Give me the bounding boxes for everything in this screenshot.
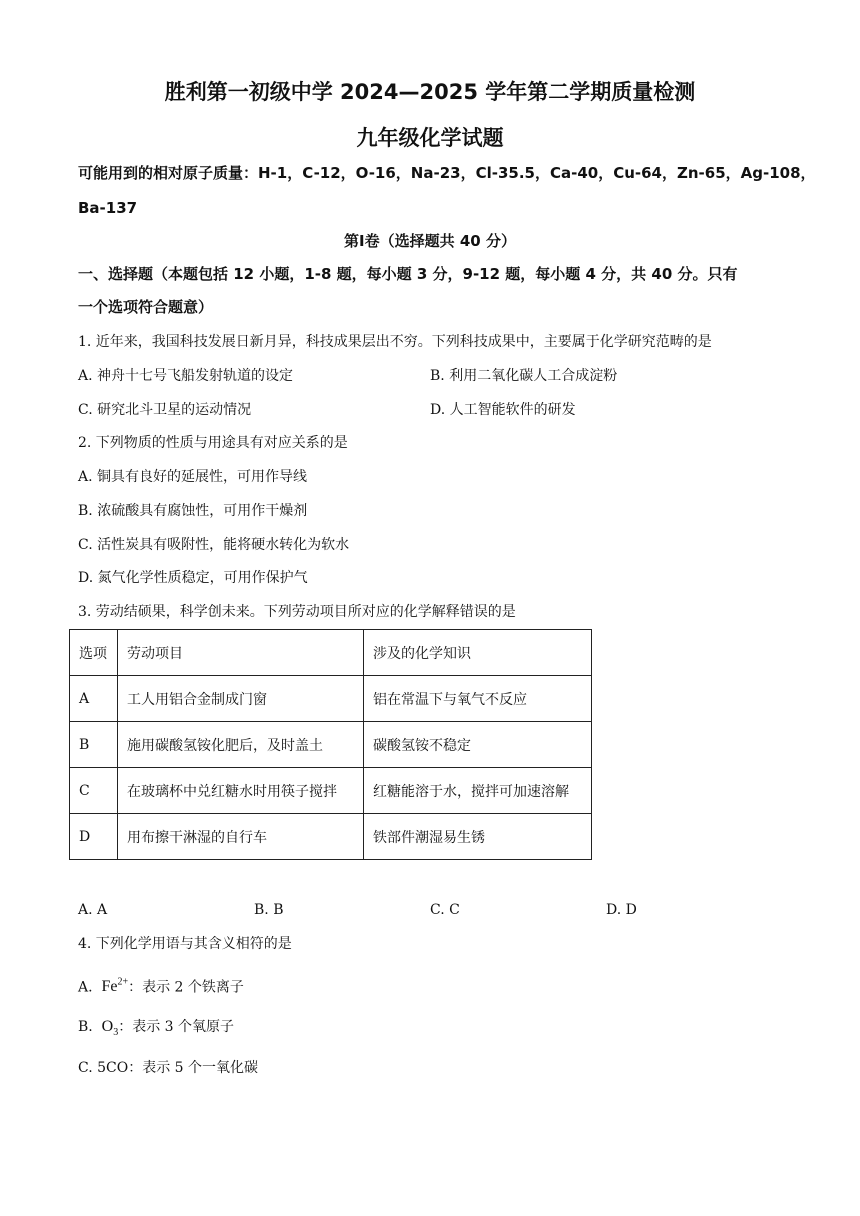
ion-formula <box>101 978 128 995</box>
question-1-option-d[interactable]: D. 人工智能软件的研发 <box>430 402 576 418</box>
question-3-option-c[interactable]: C. C <box>430 902 460 918</box>
question-4-option-a[interactable] <box>78 973 244 997</box>
option-meaning: ：表示 2 个铁离子 <box>128 979 244 996</box>
table-cell: 在玻璃杯中兑红糖水时用筷子搅拌 <box>118 768 364 814</box>
section-heading-line-2: 一个选项符合题意） <box>78 298 214 316</box>
question-2-option-d[interactable]: D. 氮气化学性质稳定，可用作保护气 <box>78 570 308 586</box>
question-4-stem: 4. 下列化学用语与其含义相符的是 <box>78 936 292 952</box>
table-cell: C <box>70 768 118 814</box>
table-row <box>70 722 592 768</box>
table-row <box>70 768 592 814</box>
question-4-option-c[interactable]: C. 5CO：表示 5 个一氧化碳 <box>78 1060 259 1076</box>
table-header-cell: 劳动项目 <box>118 630 364 676</box>
atomic-mass-line-1: 可能用到的相对原子质量：H-1，C-12，O-16，Na-23，Cl-35.5，Ca-40，Cu-64，Zn-65，Ag-108， <box>78 164 816 182</box>
formula-charge: 2+ <box>117 977 129 988</box>
question-2-stem: 2. 下列物质的性质与用途具有对应关系的是 <box>78 435 348 451</box>
table-header-cell: 涉及的化学知识 <box>364 630 592 676</box>
table-header-row <box>70 630 592 676</box>
table-row <box>70 814 592 860</box>
question-3-option-d[interactable]: D. D <box>606 902 637 918</box>
option-prefix: A. <box>78 979 93 996</box>
section-heading-line-1: 一、选择题（本题包括 12 小题，1-8 题，每小题 3 分，9-12 题，每小题 4 分，共 40 分。只有 <box>78 265 738 283</box>
table-cell: 红糖能溶于水，搅拌可加速溶解 <box>364 768 592 814</box>
table-cell: 工人用铝合金制成门窗 <box>118 676 364 722</box>
formula-base: Fe <box>101 978 118 996</box>
volume-title: 第Ⅰ卷（选择题共 40 分） <box>344 232 516 250</box>
exam-title: 胜利第一初级中学 2024—2025 学年第二学期质量检测 <box>164 80 696 104</box>
table-row <box>70 676 592 722</box>
question-3-option-b[interactable]: B. B <box>254 902 284 918</box>
exam-subtitle: 九年级化学试题 <box>356 126 504 150</box>
table-cell: 用布擦干淋湿的自行车 <box>118 814 364 860</box>
question-1-option-b[interactable]: B. 利用二氧化碳人工合成淀粉 <box>430 368 618 384</box>
formula-subscript: 3 <box>113 1027 119 1039</box>
question-2-option-b[interactable]: B. 浓硫酸具有腐蚀性，可用作干燥剂 <box>78 503 308 519</box>
table-cell: 施用碳酸氢铵化肥后，及时盖土 <box>118 722 364 768</box>
question-2-option-c[interactable]: C. 活性炭具有吸附性，能将硬水转化为软水 <box>78 537 350 553</box>
question-3-stem: 3. 劳动结硕果，科学创未来。下列劳动项目所对应的化学解释错误的是 <box>78 604 516 620</box>
table-cell: 碳酸氢铵不稳定 <box>364 722 592 768</box>
table-cell: A <box>70 676 118 722</box>
table-cell: 铝在常温下与氧气不反应 <box>364 676 592 722</box>
question-1-option-c[interactable]: C. 研究北斗卫星的运动情况 <box>78 402 252 418</box>
molecule-formula <box>101 1018 119 1039</box>
formula-base: O <box>101 1018 114 1035</box>
question-1-option-a[interactable]: A. 神舟十七号飞船发射轨道的设定 <box>78 368 294 384</box>
table-header-cell: 选项 <box>70 630 118 676</box>
table-cell: B <box>70 722 118 768</box>
option-prefix: B. <box>78 1019 93 1035</box>
option-meaning: ：表示 3 个氧原子 <box>118 1019 235 1035</box>
question-3-table <box>69 629 592 860</box>
table-cell: 铁部件潮湿易生锈 <box>364 814 592 860</box>
atomic-mass-line-2: Ba-137 <box>78 199 138 217</box>
question-1-stem: 1. 近年来，我国科技发展日新月异，科技成果层出不穷。下列科技成果中，主要属于化学研究范畴的是 <box>78 334 712 350</box>
question-2-option-a[interactable]: A. 铜具有良好的延展性，可用作导线 <box>78 469 308 485</box>
table-cell: D <box>70 814 118 860</box>
question-3-option-a[interactable]: A. A <box>78 902 108 918</box>
question-4-option-b[interactable] <box>78 1017 234 1043</box>
